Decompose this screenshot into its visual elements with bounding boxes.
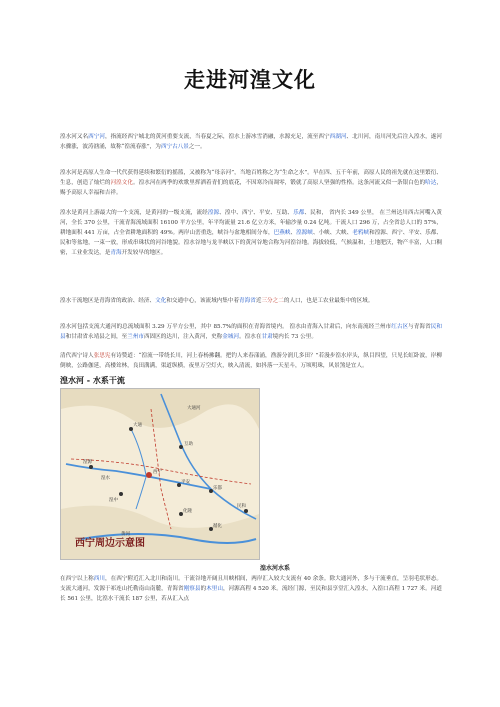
text: 湟水河又名 [60,134,89,140]
text: 境内长 73 公里。 [272,334,317,340]
link-xining-eight-views[interactable]: 西宁古八景 [160,144,189,150]
paragraph-center [60,296,442,306]
link-minhe[interactable]: 民和县 [60,324,442,340]
link-muli-mountain[interactable]: 木里山 [206,586,223,592]
text: 湟水河是高原人生命一代代获得延续和繁衍的摇篮，又被称为“母亲河”，当地百姓称之为“生命之水”。早在四、五千年前，高原人民的祖先就在这里繁衍、生息，创造了灿烂的 [60,170,442,186]
text: 、湟中、西宁、平安、互助、 [219,210,294,216]
text: ，指流经西宁城北的黄河重要支流，当春夏之际，湟水上游冰雪消融，水源充足，流至西宁 [104,134,330,140]
text: 。湟水在 [239,334,262,340]
map-label: 湟水 [101,476,110,481]
text: 和交通中心，该流域内集中着 [166,298,240,304]
text: 和甘肃省永靖县之间，至 [65,334,128,340]
paragraph-geography [60,208,442,258]
map-label: 化隆 [183,509,192,514]
link-bayan-gorge[interactable]: 巴燕峡 [273,230,291,236]
map-label: 循化 [213,524,222,529]
map-label: 大通 [133,423,142,428]
link-hehuang-culture[interactable]: 河湟文化 [110,180,134,186]
text: ，在西宁附近汇入北川和南川。干流谷地开阔且川峡相间，两岸汇入较大支流有 40 余条。除大通河外，多与干流垂直，呈羽毛状形态。支流大通河，发源于祁连山托勒南山南麓，青海省 [60,576,442,592]
paragraph-tributaries [60,574,442,604]
text: 湟水是黄河上游最大的一个支流，是黄河的一级支流，流经 [60,210,208,216]
text: 开发较早的地区。 [121,250,167,256]
link-xihu-river[interactable]: 西湖河 [329,134,347,140]
link-zhang-sixian[interactable]: 张思宪 [93,353,111,359]
text: 西固区的达川，注入黄河，史称 [143,334,223,340]
text: 的人口，也是工农业最集中的区域。 [283,298,374,304]
text: 与青海省 [408,324,431,330]
text: 有诗赞道：“湟流一带绕长川，河上春杨拂翻。把钓人来春漾涌，渔游分润几多田？”若漫步湟水岸头，纵目四望，只见长虹卧波，岸柳倒映，公路伽延，高楼耸林，良田溝满，渠道纵横，夜里万空灯火，映入清流，如抖落一天星斗，万顷明珠，风景煞是宜人。 [60,353,442,369]
link-two-thirds[interactable]: 三分之二 [261,298,284,304]
text: 、 [290,230,297,236]
link-huangyuan[interactable]: 湟源 [207,210,220,216]
link-jincheng-river[interactable]: 金城河 [222,334,240,340]
map-label: 大通河 [187,406,201,411]
text: 、北川河，南川河先后注入湟水，遂河水骤涨，波涛汹涌，故称“湟流春涨”，为 [60,134,442,150]
link-qinghai-province[interactable]: 青海省 [239,298,256,304]
map-label: 民和 [237,504,246,509]
map-label: 互助 [184,442,193,447]
link-huangyuan-gorge[interactable]: 湟源峡 [296,230,313,236]
city-marker [146,472,152,478]
paragraph-intro [60,132,442,152]
section-heading: 湟水河 - 水系干流 [60,376,125,385]
link-lanzhou[interactable]: 兰州市 [127,334,144,340]
map-image [60,388,260,560]
text: 的 [200,586,207,592]
text: 近 [255,298,262,304]
text: 清代西宁诗人 [60,353,94,359]
link-hada[interactable]: 哈达 [425,180,437,186]
paragraph-poem [60,351,442,371]
text: 。湟水河在两季的欢歌里挥洒着青们的底花，不因寒冷而凋零，锻就了高原人坚强的性格。这条河流又似一条银白色的 [133,180,426,186]
text: 、民和， 省内长 349 公里， 在兰州达川西古河嘴入黄河，全长 370 公里，干流青海流域面积 16100 平方公里，年平均流量 21.6 亿立方米，年输沙量 0.24 亿吨。干流人口 296 万，占全省总人口的 57%，耕地面积 441 万亩，占全省耕地面积的 49%。两岸山峦重迭，峡谷与盆地相间分布， [60,210,442,236]
text: 湟水河包括支流大通河的总流域面积 3.29 万平方公里，其中 85.7%的面积在青海省境内。 湟水由青海入甘肃后，向东南流经兰州市 [60,324,392,330]
link-gangcha[interactable]: 刚察县 [183,586,201,592]
link-xining-river[interactable]: 西宁河 [88,134,105,140]
map-label: 黄河 [121,532,130,537]
map-label: 西宁 [153,470,162,475]
link-honggu[interactable]: 红古区 [391,324,409,330]
link-ledu[interactable]: 乐都 [293,210,305,216]
map-label: 湟中 [109,498,118,503]
text: 湟水干流地区是青海省的政治、经济、 [60,298,156,304]
map-label: 乐都 [213,486,222,491]
text: 、小峡、大峡、 [312,230,353,236]
map-label: 平安 [181,480,190,485]
link-laoya-gorge[interactable]: 老鸦峡 [352,230,370,236]
page-title: 走进河湟文化 [184,68,316,92]
link-culture[interactable]: 文化 [155,298,167,304]
link-xichuan[interactable]: 西川 [93,576,106,582]
paragraph-mother-river [60,168,442,198]
link-qinghai[interactable]: 青海 [110,250,122,256]
link-gansu[interactable]: 甘肃 [261,334,273,340]
text: 之一。 [188,144,206,150]
map-title: 西宁周边示意图 [75,538,145,549]
text: 在西宁以上称 [60,576,94,582]
map-label: 湟源 [83,460,92,465]
paragraph-basin [60,322,442,342]
text: ，赐予高原人幸福和吉祥。 [60,180,442,196]
map-caption: 湟水河水系 [260,565,291,572]
text: ，河源高程 4 520 米。流经门源，至民和县享堂汇入湟水，入湟口高程 1 727 米。河道长 561 公里，比湟水干流长 187 公里，若从汇入点 [60,586,442,602]
text: 和湟源、西宁、平安、乐都、民和等盆地，一束一放，形成串珠状的河谷地貌。湟水谷地与龙羊峡以下的黄河谷地合称为河湟谷地。海拔较低，气候温和，土地肥沃，物产丰富，人口稠密，工业业发达，是 [60,230,442,256]
